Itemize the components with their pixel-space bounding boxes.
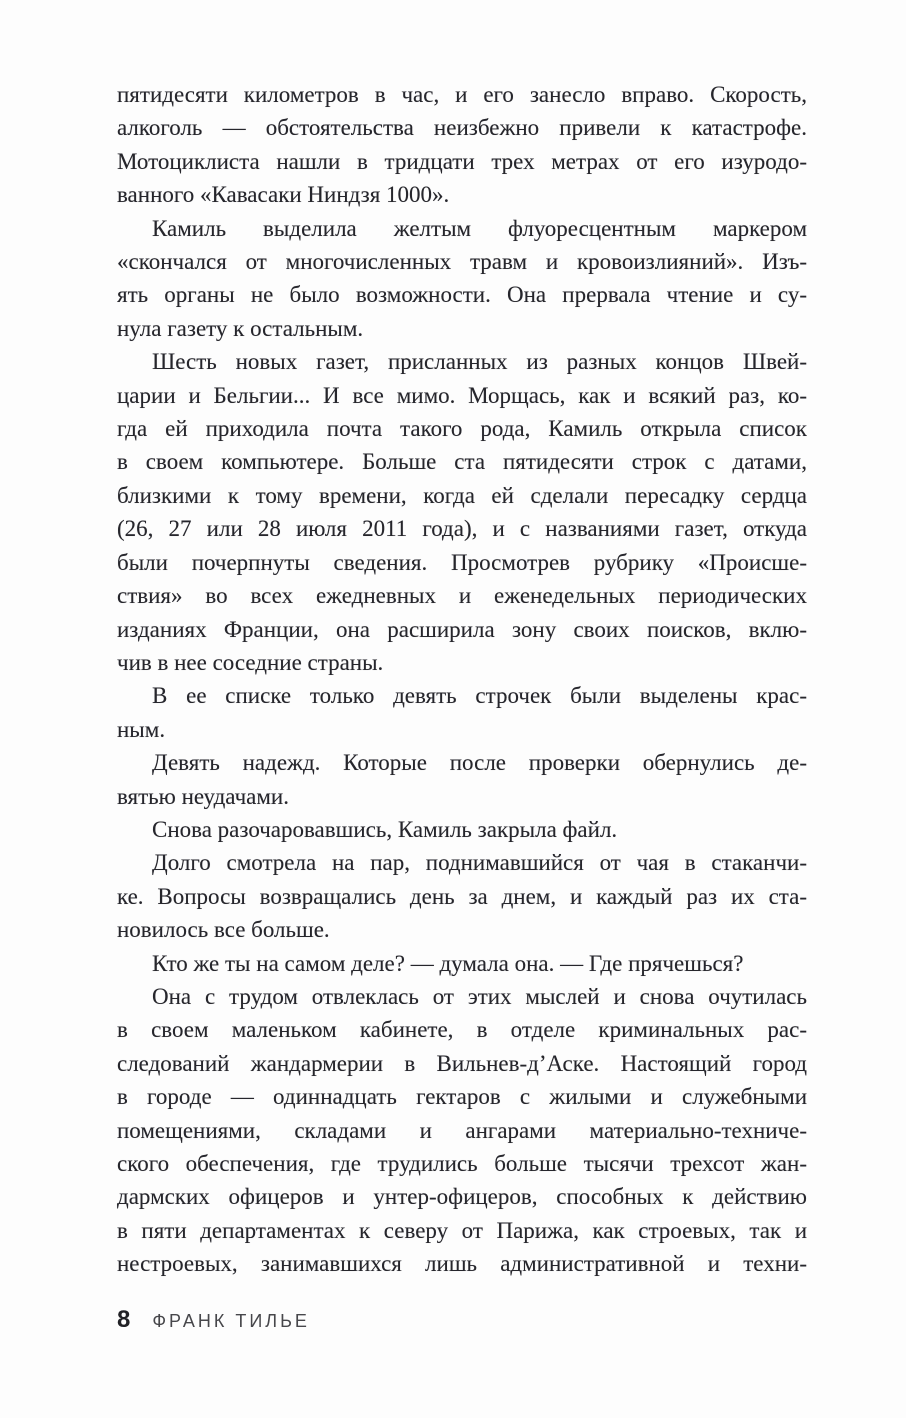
text-line: вятью неудачами. bbox=[117, 783, 289, 809]
text-line: Камиль выделила желтым флуоресцентным маркером bbox=[152, 215, 807, 241]
paragraph bbox=[117, 679, 807, 746]
paragraph bbox=[117, 746, 807, 813]
paragraph bbox=[117, 78, 807, 212]
paragraph bbox=[117, 813, 807, 846]
text-line: В ее списке только девять строчек были выделены крас- bbox=[152, 683, 807, 709]
text-line: Снова разочаровавшись, Камиль закрыла файл. bbox=[152, 816, 618, 842]
text-line: (26, 27 или 28 июля 2011 года), и с названиями газет, откуда bbox=[117, 516, 807, 542]
paragraph bbox=[117, 846, 807, 946]
text-line: новилось все больше. bbox=[117, 917, 330, 943]
text-line: изданиях Франции, она расширила зону своих поисков, вклю- bbox=[117, 616, 807, 642]
text-line: ствия» во всех ежедневных и еженедельных периодических bbox=[117, 583, 807, 609]
text-line: дармских офицеров и унтер-офицеров, способных к действию bbox=[117, 1184, 807, 1210]
text-line: гда ей приходила почта такого рода, Камиль открыла список bbox=[117, 416, 807, 442]
text-line: ным. bbox=[117, 716, 166, 742]
text-line: ять органы не было возможности. Она прервала чтение и су- bbox=[117, 282, 807, 308]
text-line: в городе — одиннадцать гектаров с жилыми и служебными bbox=[117, 1084, 807, 1110]
text-line: чив в нее соседние страны. bbox=[117, 649, 384, 675]
text-line: ванного «Кавасаки Ниндзя 1000». bbox=[117, 182, 450, 208]
paragraph bbox=[117, 345, 807, 679]
text-line: Она с трудом отвлеклась от этих мыслей и снова очутилась bbox=[152, 983, 807, 1009]
text-line: ского обеспечения, где трудились больше тысячи трехсот жан- bbox=[117, 1151, 807, 1176]
running-title: ФРАНК ТИЛЬЕ bbox=[152, 1311, 310, 1331]
text-line: близкими к тому времени, когда ей сделали пересадку сердца bbox=[117, 482, 807, 508]
text-line: Шесть новых газет, присланных из разных концов Швей- bbox=[152, 349, 807, 375]
text-line: нестроевых, занимавшихся лишь административной и техни- bbox=[117, 1251, 807, 1277]
text-line: помещениями, складами и ангарами материально-техниче- bbox=[117, 1117, 807, 1143]
text-line: царии и Бельгии... И все мимо. Морщась, как и всякий раз, ко- bbox=[117, 382, 807, 408]
paragraph bbox=[117, 947, 807, 980]
text-line: Кто же ты на самом деле? — думала она. — Где прячешься? bbox=[152, 950, 744, 976]
text-line: в своем маленьком кабинете, в отделе криминальных рас- bbox=[117, 1017, 807, 1043]
paragraph bbox=[117, 212, 807, 346]
text-line: Долго смотрела на пар, поднимавшийся от чая в стаканчи- bbox=[152, 850, 807, 876]
text-line: следований жандармерии в Вильнев-д’Аске. Настоящий город bbox=[117, 1050, 807, 1076]
text-line: были почерпнуты сведения. Просмотрев рубрику «Происше- bbox=[117, 549, 807, 575]
page-footer bbox=[117, 1306, 310, 1334]
text-line: Девять надежд. Которые после проверки обернулись де- bbox=[152, 750, 807, 776]
page-number: 8 bbox=[117, 1306, 131, 1333]
text-line: Мотоциклиста нашли в тридцати трех метрах от его изуродо- bbox=[117, 148, 807, 174]
text-line: в своем компьютере. Больше ста пятидесяти строк с датами, bbox=[117, 449, 807, 475]
text-line: «скончался от многочисленных травм и кровоизлияний». Изъ- bbox=[117, 249, 807, 275]
paragraph bbox=[117, 980, 807, 1281]
text-line: нула газету к остальным. bbox=[117, 315, 364, 341]
text-line: ке. Вопросы возвращались день за днем, и каждый раз их ста- bbox=[117, 883, 807, 909]
text-line: пятидесяти километров в час, и его занесло вправо. Скорость, bbox=[117, 82, 807, 107]
text-line: алкоголь — обстоятельства неизбежно привели к катастрофе. bbox=[117, 115, 807, 141]
text-line: в пяти департаментах к северу от Парижа, как строевых, так и bbox=[117, 1217, 807, 1243]
page-text bbox=[117, 78, 807, 1281]
